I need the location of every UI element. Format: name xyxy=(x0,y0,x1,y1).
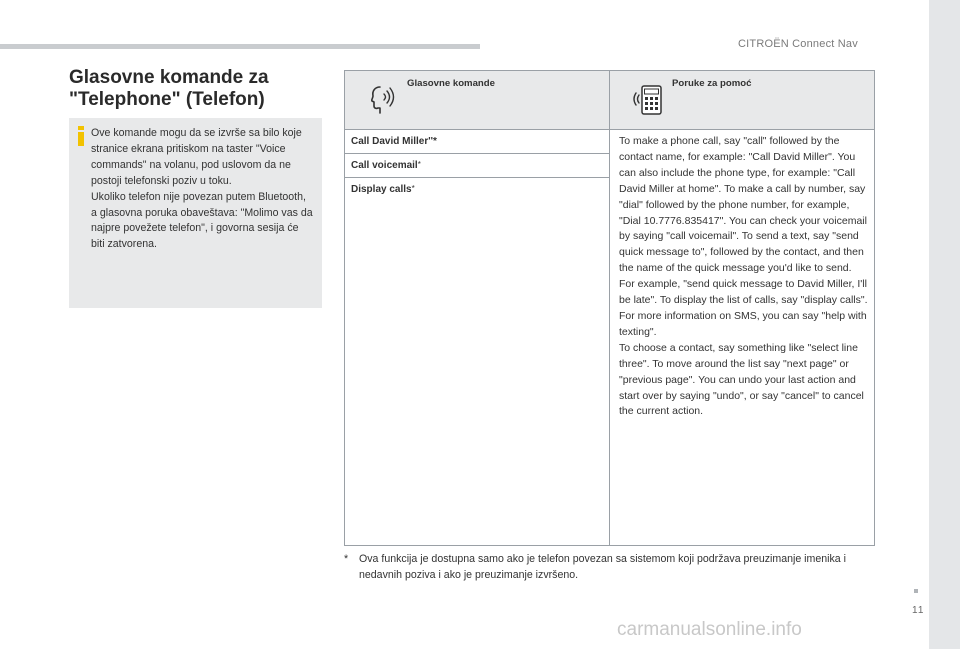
help-message-cell: To make a phone call, say "call" followed by the contact name, for example: "Call David Miller". You can also include the phone type, for example: "Call David Miller at home". To make a call by number, say "dial" followed by the phone number, for example, "Dial 10.7776.835417". You can check your voicemail by saying "call voicemail". To send a text, say "send quick message to", followed by the contact, and then the name of the quick message you'd like to send. For example, "send quick message to David Miller, I'll be late". To display the list of calls, say "display calls". For more information on SMS, you can say "help with texting". To choose a contact, say something like "select line three". To move around the list say "next page" or "previous page". You can undo your last action and start over by saying "undo", or say "cancel" to cancel the current action. xyxy=(610,130,875,546)
command-mark: * xyxy=(433,136,437,147)
header-label-help: Poruke za pomoć xyxy=(672,78,752,89)
footnote-mark: * xyxy=(344,553,349,565)
command-text: Display calls xyxy=(351,184,412,195)
footnote-text: Ova funkcija je dostupna samo ako je telefon povezan sa sistemom koji podržava preuzimanje imenika i nedavnih poziva i ako je preuzimanje izvršeno. xyxy=(359,553,846,581)
info-icon xyxy=(76,126,86,146)
voice-command-icon xyxy=(365,83,399,117)
brand-label: CITROËN Connect Nav xyxy=(738,38,858,50)
command-text: Call David Miller'' xyxy=(351,136,434,147)
page-marker xyxy=(914,589,918,593)
command-call-voicemail xyxy=(345,154,610,178)
header-cell-help xyxy=(610,71,875,130)
info-text: Ove komande mogu da se izvrše sa bilo koje stranice ekrana pritiskom na taster "Voice commands" na volanu, pod uslovom da ne postoji telefonski poziv u toku. Ukoliko telefon nije povezan putem Bluetooth, a glasovna poruka obaveštava: "Molimo vas da najpre povežete telefon", i govorna sesija će biti zatvorena. xyxy=(91,127,313,251)
page-title: Glasovne komande za "Telephone" (Telefon) xyxy=(69,67,269,110)
voice-commands-table xyxy=(344,70,875,546)
footnote xyxy=(344,552,874,583)
header-label-commands: Glasovne komande xyxy=(407,78,495,89)
watermark-text: carmanualsonline.info xyxy=(617,619,802,640)
command-mark: * xyxy=(417,160,421,169)
table-row xyxy=(345,130,875,154)
table-header-row xyxy=(345,71,875,130)
header-rule xyxy=(0,44,480,49)
command-call-contact xyxy=(345,130,610,154)
phone-keypad-icon xyxy=(630,83,664,117)
command-mark: * xyxy=(411,184,415,193)
command-display-calls xyxy=(345,178,610,546)
command-text: Call voicemail xyxy=(351,160,418,171)
info-box xyxy=(69,118,322,308)
page-number: 11 xyxy=(912,605,925,616)
header-cell-commands xyxy=(345,71,610,130)
page-edge-strip xyxy=(929,0,960,649)
